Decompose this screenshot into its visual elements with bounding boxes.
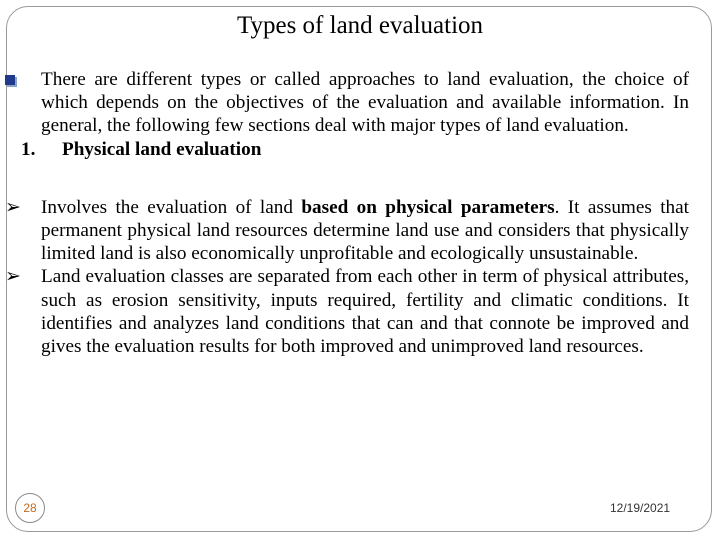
section-number: 1. — [21, 138, 36, 160]
page-number-badge: 28 — [15, 493, 45, 523]
slide-date: 12/19/2021 — [610, 501, 671, 515]
square-bullet-icon — [5, 68, 15, 91]
section-heading — [0, 138, 720, 161]
bullet-text-part: Involves the evaluation of land — [41, 196, 302, 218]
arrow-bullet-icon: ➢ — [5, 266, 21, 288]
bullet-item — [0, 196, 720, 266]
slide-content — [0, 68, 720, 358]
bullet-text — [41, 196, 689, 266]
intro-paragraph — [0, 68, 720, 138]
bullet-text: Land evaluation classes are separated from each other in term of physical attributes, such as erosion sensitivity, inputs required, fertility and climatic conditions. It identifies and analyzes land conditions that can and that connote be improved and gives the evaluation results for both improved and unimproved land resources. — [41, 266, 689, 358]
bullet-item — [0, 265, 720, 358]
intro-text: There are different types or called approaches to land evaluation, the choice of which depends on the objectives of the evaluation and available information. In general, the following few sections deal with major types of land evaluation. — [41, 69, 689, 137]
arrow-bullet-icon: ➢ — [5, 196, 21, 218]
slide-title: Types of land evaluation — [236, 12, 484, 39]
bullet-bold-text: based on physical parameters — [301, 196, 555, 218]
bullet-text-part: . It assumes that permanent physical land resources determine land use and considers that physically limited land is also economically unprofitable and ecologically unsustainable. — [41, 196, 689, 265]
section-title: Physical land evaluation — [62, 138, 262, 160]
